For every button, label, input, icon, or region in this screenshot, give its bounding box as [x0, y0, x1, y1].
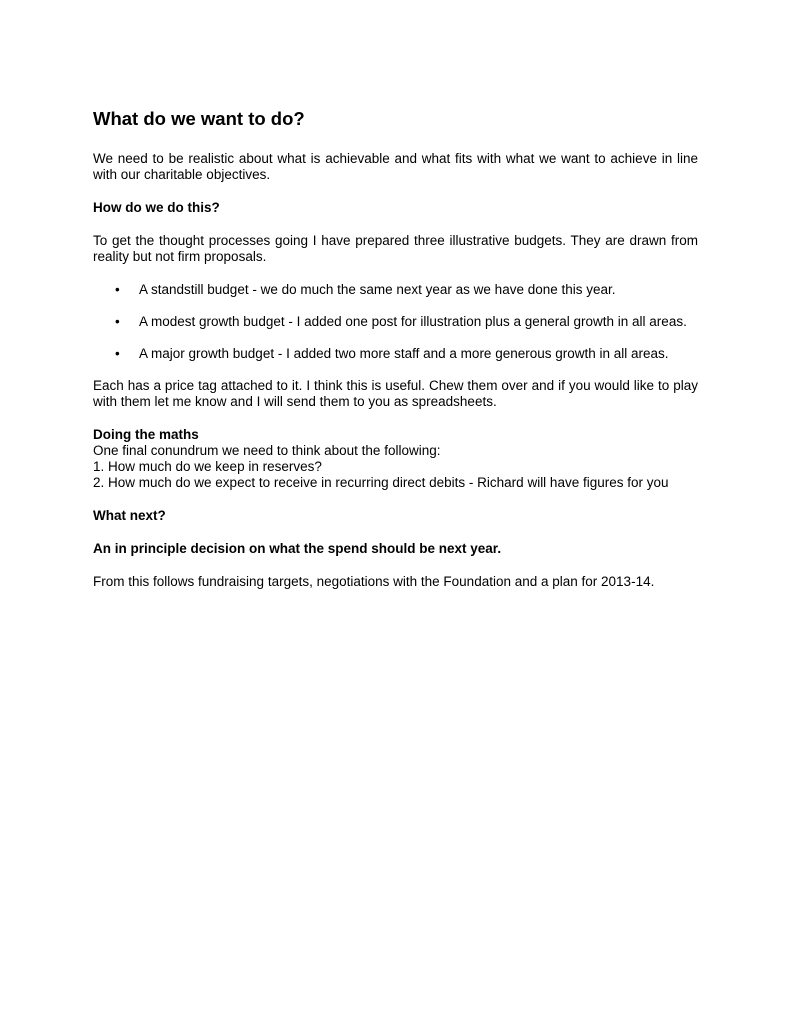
- page-title: What do we want to do?: [93, 108, 305, 129]
- decision-statement: An in principle decision on what the spend should be next year.: [93, 541, 502, 556]
- closing-paragraph: From this follows fundraising targets, negotiations with the Foundation and a plan for 2013-14.: [93, 574, 655, 589]
- bullet-icon: •: [115, 282, 120, 297]
- list-item-text: A standstill budget - we do much the same next year as we have done this year.: [139, 282, 616, 297]
- bullet-icon: •: [115, 346, 120, 361]
- maths-line: 1. How much do we keep in reserves?: [93, 459, 322, 474]
- price-paragraph: Each has a price tag attached to it. I think this is useful. Chew them over and if you would like to play with them let me know and I will send them to you as spreadsheets.: [93, 378, 698, 409]
- document-page: [93, 108, 698, 607]
- list-item: [93, 282, 698, 298]
- list-item-text: A major growth budget - I added two more staff and a more generous growth in all areas.: [139, 346, 669, 361]
- maths-section: [93, 427, 698, 491]
- how-paragraph: To get the thought processes going I have prepared three illustrative budgets. They are drawn from reality but not firm proposals.: [93, 233, 698, 264]
- list-item: [93, 346, 698, 362]
- next-heading: What next?: [93, 508, 166, 523]
- intro-paragraph: We need to be realistic about what is achievable and what fits with what we want to achieve in line with our charitable objectives.: [93, 151, 698, 182]
- maths-heading: Doing the maths: [93, 427, 199, 442]
- how-heading: How do we do this?: [93, 200, 220, 215]
- maths-line: One final conundrum we need to think about the following:: [93, 443, 441, 458]
- bullet-icon: •: [115, 314, 120, 329]
- list-item: [93, 314, 698, 330]
- budget-list: [93, 282, 698, 362]
- maths-line: 2. How much do we expect to receive in recurring direct debits - Richard will have figures for you: [93, 475, 669, 490]
- list-item-text: A modest growth budget - I added one post for illustration plus a general growth in all areas.: [139, 314, 687, 329]
